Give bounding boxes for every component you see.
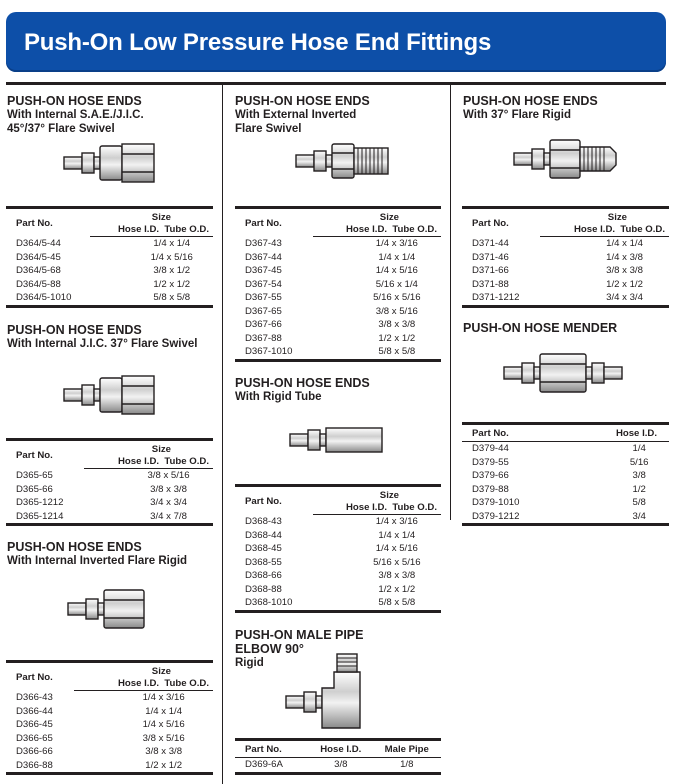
table-cell: D366-45: [16, 719, 53, 730]
section-title: PUSH-ON HOSE ENDS: [235, 376, 370, 390]
table-cell: 1/4 x 5/16: [142, 719, 185, 730]
table-row: [235, 758, 441, 774]
table-row: [462, 496, 669, 510]
col-header-label: Tube O.D.: [164, 223, 209, 235]
table-cell: 5/16: [629, 456, 649, 468]
col-header-label: Tube O.D.: [164, 677, 209, 689]
table-cell: 1/8: [373, 758, 441, 774]
section-subtitle: With Internal S.A.E./J.I.C.: [7, 109, 144, 121]
table-cell: D364/5-45: [16, 251, 61, 263]
section-d379: [463, 321, 617, 335]
hose-mender-image: [502, 350, 626, 396]
col-header-part-no: Part No.: [462, 424, 549, 442]
table-cell: D368-66: [245, 570, 282, 581]
col-header-hose-tube: [74, 677, 213, 691]
section-subtitle: With External Inverted: [235, 109, 357, 121]
table-cell: 1/2 x 1/2: [74, 759, 213, 774]
table-row: [235, 291, 441, 305]
table-cell: D367-66: [245, 319, 282, 330]
parts-table: [6, 660, 213, 775]
col-header-male-pipe: Male Pipe: [373, 740, 441, 758]
table-row: [6, 510, 213, 525]
table-cell: 1/4: [632, 443, 646, 454]
external-swivel-fitting-image: [294, 136, 400, 186]
table-row: [235, 345, 441, 360]
table-cell: 3/8 x 3/8: [150, 483, 187, 495]
col-header-label: Hose I.D.: [574, 223, 616, 235]
table-cell: D367-54: [245, 278, 282, 290]
table-cell: 5/8 x 5/8: [90, 291, 213, 306]
col-header-hose-tube: [84, 455, 213, 469]
table-cell: 1/2 x 1/2: [378, 583, 416, 595]
table-cell: 3/4 x 7/8: [84, 510, 213, 525]
section-title: PUSH-ON HOSE ENDS: [463, 94, 598, 108]
table-cell: 3/8 x 5/16: [142, 732, 185, 744]
col-header-hose-tube: [540, 223, 669, 237]
table-cell: 1/4 x 1/4: [606, 238, 643, 249]
table-cell: D368-44: [245, 529, 282, 541]
table-row: [462, 456, 669, 470]
table-cell: D379-88: [472, 483, 509, 495]
table-cell: 1/4 x 5/16: [375, 265, 418, 276]
table-cell: 3/8 x 5/16: [147, 470, 190, 481]
table-row: [235, 515, 441, 529]
table-cell: 3/8 x 1/2: [153, 265, 191, 276]
table-row: [235, 332, 441, 346]
section-subtitle: 45°/37° Flare Swivel: [7, 123, 115, 135]
col-header-label: Hose I.D.: [118, 223, 160, 235]
table-row: [462, 442, 669, 456]
table-cell: 1/4 x 5/16: [375, 543, 418, 554]
table-row: [462, 264, 669, 278]
table-cell: 5/8: [632, 497, 646, 508]
col-header-part-no: Part No.: [235, 740, 309, 758]
table-cell: 5/8 x 5/8: [313, 345, 441, 360]
table-cell: 1/4 x 1/4: [145, 705, 183, 717]
table-cell: D364/5-1010: [6, 291, 90, 306]
table-row: [235, 596, 441, 611]
col-header-size: Size: [84, 440, 213, 456]
col-header-hose-tube: [90, 223, 213, 237]
table-cell: D367-65: [245, 305, 282, 317]
column-divider: [222, 85, 223, 784]
parts-table: [235, 738, 441, 775]
rigid-tube-fitting-image: [288, 420, 388, 460]
col-header-size: Size: [74, 662, 213, 678]
col-header-label: Hose I.D.: [118, 677, 160, 689]
table-cell: D365-66: [16, 483, 53, 495]
table-cell: D366-66: [16, 746, 53, 757]
table-cell: D371-66: [472, 265, 509, 276]
table-row: [235, 542, 441, 556]
table-cell: D366-44: [16, 705, 53, 717]
table-cell: D367-55: [245, 292, 282, 303]
table-cell: 1/4 x 1/4: [378, 251, 416, 263]
table-cell: D371-46: [472, 251, 509, 263]
table-row: [235, 556, 441, 570]
table-cell: D366-43: [16, 691, 53, 703]
table-cell: D379-1010: [472, 497, 520, 508]
title-banner: [6, 12, 666, 72]
section-title: PUSH-ON MALE PIPE: [235, 628, 364, 642]
table-cell: 3/8 x 3/8: [145, 746, 183, 757]
table-row: [6, 278, 213, 292]
table-cell: 1/4 x 1/4: [378, 529, 416, 541]
section-title: ELBOW 90°: [235, 642, 304, 656]
table-cell: D379-1212: [462, 510, 549, 525]
table-cell: 1/2 x 1/2: [153, 278, 191, 290]
table-cell: 1/2 x 1/2: [378, 332, 416, 344]
section-d365: [7, 323, 197, 351]
table-cell: 1/4 x 3/16: [375, 516, 418, 527]
table-cell: D366-65: [16, 732, 53, 744]
elbow-fitting-image: [284, 652, 384, 734]
col-header-part-no: Part No.: [235, 208, 313, 237]
col-header-part-no: Part No.: [462, 208, 540, 237]
table-row: [6, 691, 213, 705]
table-row: [6, 705, 213, 719]
section-d366: [7, 540, 187, 568]
section-title: PUSH-ON HOSE MENDER: [463, 321, 618, 335]
top-rule: [6, 82, 666, 85]
table-cell: D369-6A: [235, 758, 309, 774]
table-cell: 3/8 x 5/16: [375, 305, 418, 317]
table-cell: 1/4 x 1/4: [153, 238, 191, 249]
table-row: [6, 483, 213, 497]
table-cell: 3/4 x 3/4: [540, 291, 669, 306]
table-row: [6, 718, 213, 732]
table-cell: 1/4 x 5/16: [150, 251, 193, 263]
section-subtitle: Rigid: [235, 657, 264, 669]
table-row: [6, 759, 213, 774]
table-cell: D367-44: [245, 251, 282, 263]
swivel-fitting-image: [62, 370, 162, 420]
table-cell: D367-88: [245, 332, 282, 344]
table-row: [462, 469, 669, 483]
table-cell: 3/8 x 3/8: [378, 319, 416, 330]
parts-table: [235, 484, 441, 613]
table-cell: D368-1010: [235, 596, 313, 611]
col-header-label: Tube O.D.: [164, 455, 209, 467]
table-cell: D366-88: [6, 759, 74, 774]
table-row: [235, 264, 441, 278]
col-header-label: Hose I.D.: [346, 223, 388, 235]
section-title: PUSH-ON HOSE ENDS: [7, 323, 142, 337]
section-d371: [463, 94, 598, 122]
table-row: [462, 278, 669, 292]
table-cell: 3/8: [632, 470, 646, 481]
table-cell: 1/4 x 3/16: [142, 692, 185, 703]
table-cell: 3/8 x 3/8: [378, 570, 416, 581]
parts-table: [462, 206, 669, 308]
table-cell: 3/8 x 3/8: [606, 265, 643, 276]
section-d368: [235, 376, 370, 404]
col-header-part-no: Part No.: [6, 662, 74, 691]
table-cell: 3/4 x 3/4: [150, 497, 187, 508]
table-cell: D365-1214: [6, 510, 84, 525]
col-header-size: Size: [313, 208, 441, 224]
col-header-hose-tube: [313, 223, 441, 237]
table-cell: D371-88: [472, 278, 509, 290]
parts-table: [235, 206, 441, 362]
section-subtitle: With Internal J.I.C. 37° Flare Swivel: [7, 338, 198, 350]
table-row: [6, 469, 213, 483]
col-header-hose-id: Hose I.D.: [549, 424, 669, 442]
table-row: [6, 237, 213, 251]
column-divider: [450, 85, 451, 520]
col-header-hose-id: Hose I.D.: [309, 740, 373, 758]
table-cell: 5/16 x 1/4: [375, 278, 418, 290]
section-title: PUSH-ON HOSE ENDS: [7, 540, 142, 554]
flare-rigid-fitting-image: [512, 134, 622, 184]
table-cell: D379-44: [472, 443, 509, 454]
table-row: [6, 264, 213, 278]
table-row: [462, 237, 669, 251]
rigid-fitting-image: [66, 584, 156, 634]
table-row: [235, 569, 441, 583]
col-header-part-no: Part No.: [235, 486, 313, 515]
table-cell: 3/4: [549, 510, 669, 525]
section-d367: [235, 94, 370, 136]
table-cell: D364/5-44: [16, 237, 61, 249]
table-cell: D368-45: [245, 543, 282, 554]
parts-table: [462, 422, 669, 526]
col-header-label: Hose I.D.: [346, 501, 388, 513]
table-cell: D368-88: [245, 583, 282, 595]
parts-table: [6, 438, 213, 526]
table-cell: D364/5-88: [16, 278, 61, 290]
table-row: [235, 318, 441, 332]
table-row: [6, 496, 213, 510]
section-subtitle: Flare Swivel: [235, 123, 302, 135]
section-d364: [7, 94, 144, 136]
table-cell: 1/4 x 3/16: [375, 238, 418, 249]
table-row: [6, 251, 213, 265]
table-cell: 5/16 x 5/16: [373, 292, 421, 303]
table-cell: D367-1010: [235, 345, 313, 360]
table-cell: D367-45: [245, 265, 282, 276]
table-row: [6, 291, 213, 306]
table-cell: 1/2: [632, 483, 646, 495]
table-row: [6, 745, 213, 759]
swivel-fitting-image: [62, 138, 162, 188]
col-header-hose-tube: [313, 501, 441, 515]
table-row: [235, 529, 441, 543]
table-cell: 3/8: [309, 758, 373, 774]
table-cell: D365-65: [16, 469, 53, 481]
table-cell: D367-43: [245, 237, 282, 249]
table-row: [235, 278, 441, 292]
section-subtitle: With 37° Flare Rigid: [463, 109, 572, 121]
table-cell: D371-1212: [462, 291, 540, 306]
table-cell: D371-44: [472, 237, 509, 249]
col-header-label: Tube O.D.: [620, 223, 665, 235]
col-header-part-no: Part No.: [6, 208, 90, 237]
col-header-label: Tube O.D.: [392, 223, 437, 235]
table-row: [235, 251, 441, 265]
table-cell: 1/2 x 1/2: [606, 278, 643, 290]
col-header-part-no: Part No.: [6, 440, 84, 469]
table-cell: D368-55: [245, 556, 282, 568]
table-row: [462, 483, 669, 497]
table-row: [6, 732, 213, 746]
table-cell: D379-66: [472, 470, 509, 481]
table-row: [235, 583, 441, 597]
parts-table: [6, 206, 213, 308]
table-cell: D365-1212: [16, 497, 64, 508]
table-cell: D368-43: [245, 515, 282, 527]
section-title: PUSH-ON HOSE ENDS: [235, 94, 370, 108]
table-cell: D364/5-68: [16, 265, 61, 276]
table-cell: 5/16 x 5/16: [373, 556, 421, 568]
section-title: PUSH-ON HOSE ENDS: [7, 94, 142, 108]
table-row: [462, 510, 669, 525]
page-title: Push-On Low Pressure Hose End Fittings: [24, 29, 492, 56]
table-row: [462, 251, 669, 265]
table-row: [235, 305, 441, 319]
col-header-size: Size: [540, 208, 669, 224]
section-subtitle: With Internal Inverted Flare Rigid: [7, 555, 188, 567]
table-row: [462, 291, 669, 306]
section-subtitle: With Rigid Tube: [235, 391, 322, 403]
col-header-size: Size: [90, 208, 213, 224]
col-header-label: Hose I.D.: [118, 455, 160, 467]
col-header-size: Size: [313, 486, 441, 502]
table-cell: 1/4 x 3/8: [606, 251, 643, 263]
col-header-label: Tube O.D.: [392, 501, 437, 513]
table-cell: 5/8 x 5/8: [313, 596, 441, 611]
table-cell: D379-55: [472, 456, 509, 468]
table-row: [235, 237, 441, 251]
